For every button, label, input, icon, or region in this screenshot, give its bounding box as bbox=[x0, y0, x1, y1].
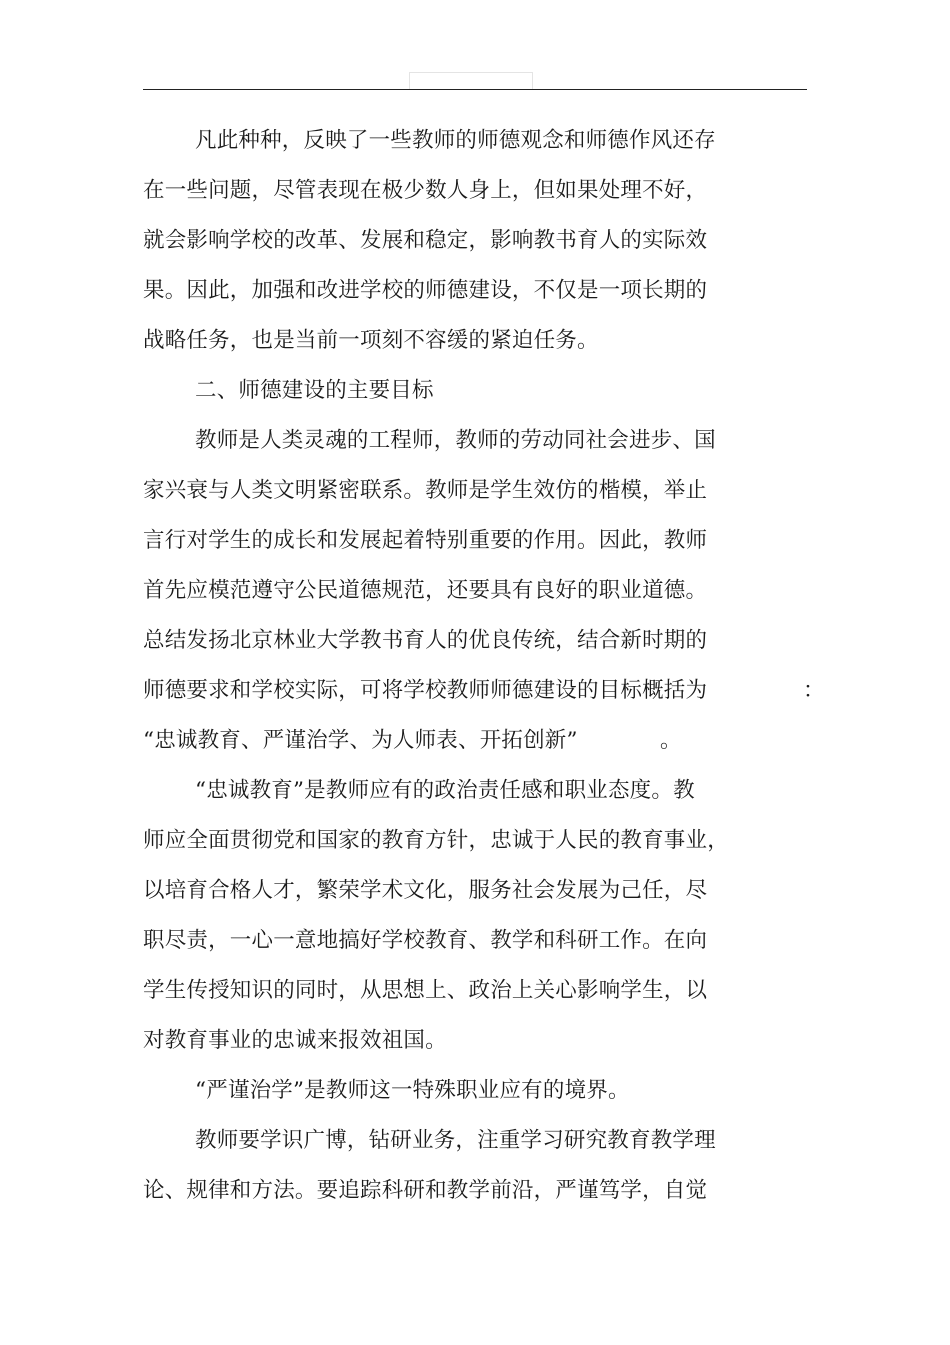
text-line: 职尽责，一心一意地搞好学校教育、教学和科研工作。在向 bbox=[143, 928, 708, 953]
text-line: “忠诚教育、严谨治学、为人师表、开拓创新” bbox=[143, 728, 578, 753]
text-line: 师德要求和学校实际，可将学校教师师德建设的目标概括为 bbox=[143, 678, 708, 703]
text-line: 凡此种种，反映了一些教师的师德观念和师德作风还存 bbox=[195, 128, 716, 153]
period-mark: 。 bbox=[660, 728, 682, 753]
text-line: 家兴衰与人类文明紧密联系。教师是学生效仿的楷模，举止 bbox=[143, 478, 708, 503]
text-line: 战略任务，也是当前一项刻不容缓的紧迫任务。 bbox=[143, 328, 599, 353]
text-line: 总结发扬北京林业大学教书育人的优良传统，结合新时期的 bbox=[143, 628, 708, 653]
text-line: 就会影响学校的改革、发展和稳定，影响教书育人的实际效 bbox=[143, 228, 708, 253]
text-line: 果。因此，加强和改进学校的师德建设，不仅是一项长期的 bbox=[143, 278, 708, 303]
text-line: 师应全面贯彻党和国家的教育方针，忠诚于人民的教育事业， bbox=[143, 828, 729, 853]
text-line: “严谨治学”是教师这一特殊职业应有的境界。 bbox=[195, 1078, 630, 1103]
colon-mark: ： bbox=[803, 678, 825, 703]
text-line: 言行对学生的成长和发展起着特别重要的作用。因此，教师 bbox=[143, 528, 708, 553]
header-tab bbox=[409, 72, 533, 89]
text-line: “忠诚教育”是教师应有的政治责任感和职业态度。教 bbox=[195, 778, 695, 803]
text-line: 在一些问题，尽管表现在极少数人身上，但如果处理不好， bbox=[143, 178, 708, 203]
text-line: 以培育合格人才，繁荣学术文化，服务社会发展为己任，尽 bbox=[143, 878, 708, 903]
text-line: 教师要学识广博，钻研业务，注重学习研究教育教学理 bbox=[195, 1128, 716, 1153]
text-line: 教师是人类灵魂的工程师，教师的劳动同社会进步、国 bbox=[195, 428, 716, 453]
text-line: 论、规律和方法。要追踪科研和教学前沿，严谨笃学，自觉 bbox=[143, 1178, 708, 1203]
text-line: 学生传授知识的同时，从思想上、政治上关心影响学生，以 bbox=[143, 978, 708, 1003]
section-heading: 二、师德建设的主要目标 bbox=[195, 378, 434, 403]
text-line: 对教育事业的忠诚来报效祖国。 bbox=[143, 1028, 447, 1053]
text-line: 首先应模范遵守公民道德规范，还要具有良好的职业道德。 bbox=[143, 578, 708, 603]
header-rule bbox=[143, 89, 807, 90]
